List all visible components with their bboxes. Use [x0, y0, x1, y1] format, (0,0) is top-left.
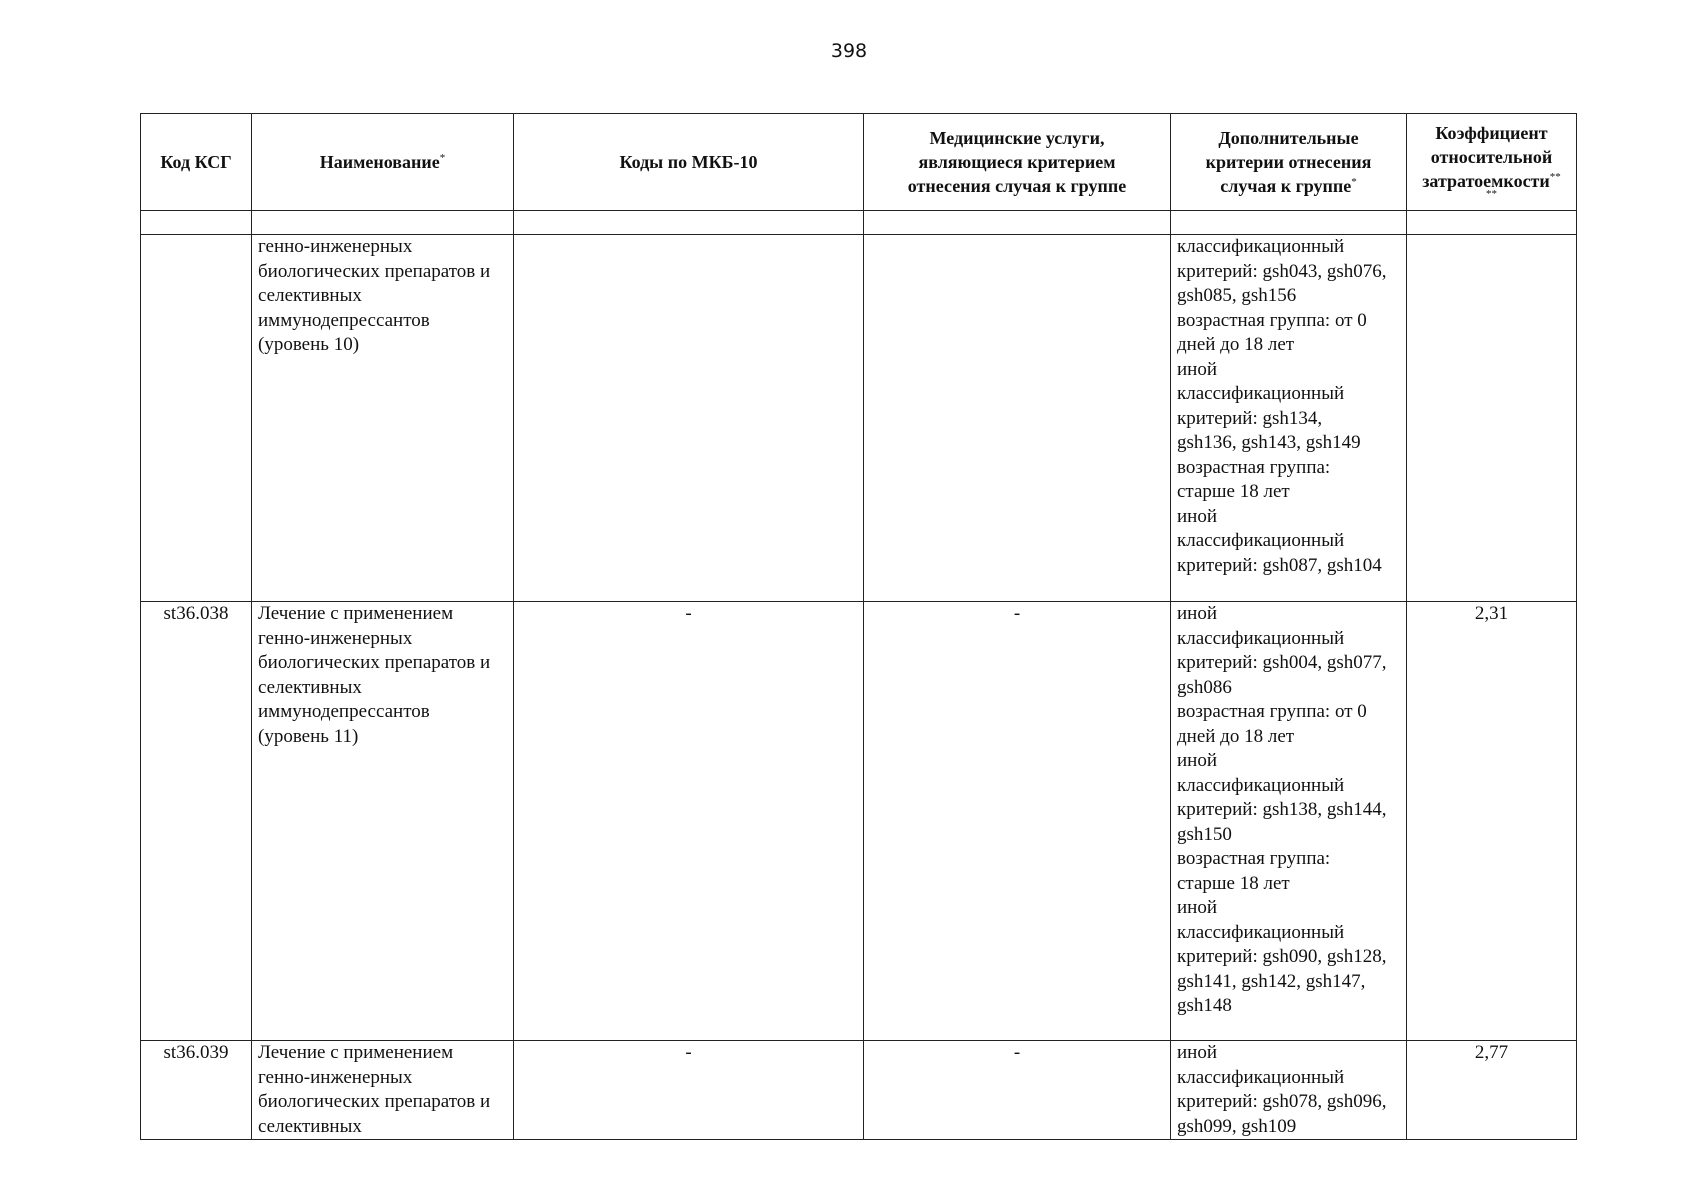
cell-text-line: критерий: gsh090, gsh128,: [1177, 946, 1387, 967]
cell-text-line: биологических препаратов и: [258, 260, 491, 282]
cell-name: [252, 602, 514, 1041]
cell-coefficient: [1407, 235, 1577, 602]
cell-coefficient: 2,77: [1407, 1041, 1577, 1140]
cell-text-line: классификационный: [1177, 921, 1345, 943]
cell-text-line: (уровень 10): [258, 334, 360, 355]
cell-text-line: gsh141, gsh142, gsh147,: [1177, 970, 1366, 992]
cell-text-line: селективных: [258, 285, 362, 306]
cell-text-line: gsh099, gsh109: [1177, 1115, 1297, 1137]
cell-text-line: селективных: [258, 1115, 362, 1137]
cell-text-line: возрастная группа:: [1177, 456, 1331, 478]
cell-text-line: иной: [1177, 505, 1218, 527]
ksg-table: [140, 113, 1577, 1140]
cell-criteria: [1171, 602, 1407, 1041]
cell-services: -: [864, 1041, 1171, 1140]
table-row: [141, 235, 1577, 602]
cell-text-line: старше 18 лет: [1177, 481, 1290, 502]
cell-text-line: дней до 18 лет: [1177, 334, 1295, 355]
cell-text-line: критерий: gsh078, gsh096,: [1177, 1091, 1387, 1112]
cell-criteria: [1171, 1041, 1407, 1140]
cell-text-line: gsh150: [1177, 823, 1232, 845]
table-header: [141, 114, 1577, 211]
cell-text-line: возрастная группа: от 0: [1177, 309, 1367, 331]
header-services: Медицинские услуги, являющиеся критерием отнесения случая к группе: [864, 114, 1171, 211]
cell-text-line: возрастная группа:: [1177, 848, 1331, 869]
footnote-mark: **: [1486, 188, 1497, 200]
cell-coefficient: 2,31: [1407, 602, 1577, 1041]
cell-text-line: иной: [1177, 1042, 1218, 1063]
header-coefficient: Коэффициент относительной затратоемкости** **: [1407, 114, 1577, 211]
header-name: Наименование*: [252, 114, 514, 211]
cell-text-line: классификационный: [1177, 383, 1345, 404]
cell-text-line: критерий: gsh087, gsh104: [1177, 554, 1382, 576]
cell-text-line: генно-инженерных: [258, 1066, 413, 1088]
cell-text-line: иной: [1177, 603, 1218, 624]
footnote-mark: **: [1549, 171, 1561, 183]
cell-text-line: иной: [1177, 358, 1218, 380]
cell-services: [864, 235, 1171, 602]
cell-mkb: -: [514, 1041, 864, 1140]
cell-text-line: генно-инженерных: [258, 236, 413, 257]
header-mkb: Коды по МКБ-10: [514, 114, 864, 211]
footnote-mark: *: [1351, 176, 1357, 188]
cell-mkb: -: [514, 602, 864, 1041]
spacer-row: [141, 211, 1577, 235]
cell-text-line: критерий: gsh138, gsh144,: [1177, 799, 1387, 820]
cell-text-line: биологических препаратов и: [258, 652, 491, 673]
cell-text-line: классификационный: [1177, 1066, 1345, 1088]
cell-text-line: gsh148: [1177, 995, 1232, 1016]
cell-text-line: иной: [1177, 897, 1218, 918]
cell-text-line: критерий: gsh134,: [1177, 407, 1323, 429]
cell-text-line: Лечение с применением: [258, 603, 454, 624]
cell-text-line: классификационный: [1177, 530, 1345, 551]
cell-text-line: классификационный: [1177, 236, 1345, 257]
cell-text-line: критерий: gsh043, gsh076,: [1177, 260, 1387, 282]
cell-code: st36.038: [141, 602, 252, 1041]
cell-text-line: биологических препаратов и: [258, 1091, 491, 1112]
table-row: [141, 602, 1577, 1041]
cell-criteria: [1171, 235, 1407, 602]
cell-name: [252, 1041, 514, 1140]
cell-text-line: генно-инженерных: [258, 627, 413, 649]
cell-text-line: старше 18 лет: [1177, 872, 1290, 894]
cell-text-line: иной: [1177, 750, 1218, 771]
page-number: 398: [830, 40, 868, 62]
cell-text-line: классификационный: [1177, 774, 1345, 796]
table-row: [141, 1041, 1577, 1140]
header-criteria: Дополнительные критерии отнесения случая к группе*: [1171, 114, 1407, 211]
cell-code: st36.039: [141, 1041, 252, 1140]
cell-text-line: селективных: [258, 676, 362, 698]
header-code: Код КСГ: [141, 114, 252, 211]
cell-text-line: gsh136, gsh143, gsh149: [1177, 432, 1361, 453]
header-row: [141, 114, 1577, 211]
cell-text-line: классификационный: [1177, 627, 1345, 649]
cell-text-line: возрастная группа: от 0: [1177, 701, 1367, 722]
cell-text-line: критерий: gsh004, gsh077,: [1177, 652, 1387, 673]
cell-text-line: дней до 18 лет: [1177, 725, 1295, 747]
cell-code: [141, 235, 252, 602]
cell-text-line: (уровень 11): [258, 725, 359, 747]
cell-mkb: [514, 235, 864, 602]
cell-services: -: [864, 602, 1171, 1041]
cell-text-line: иммунодепрессантов: [258, 701, 430, 722]
cell-text-line: иммунодепрессантов: [258, 309, 430, 331]
cell-text-line: gsh086: [1177, 676, 1232, 698]
cell-text-line: Лечение с применением: [258, 1042, 454, 1063]
cell-name: [252, 235, 514, 602]
footnote-mark: *: [439, 152, 446, 164]
cell-text-line: gsh085, gsh156: [1177, 285, 1297, 306]
